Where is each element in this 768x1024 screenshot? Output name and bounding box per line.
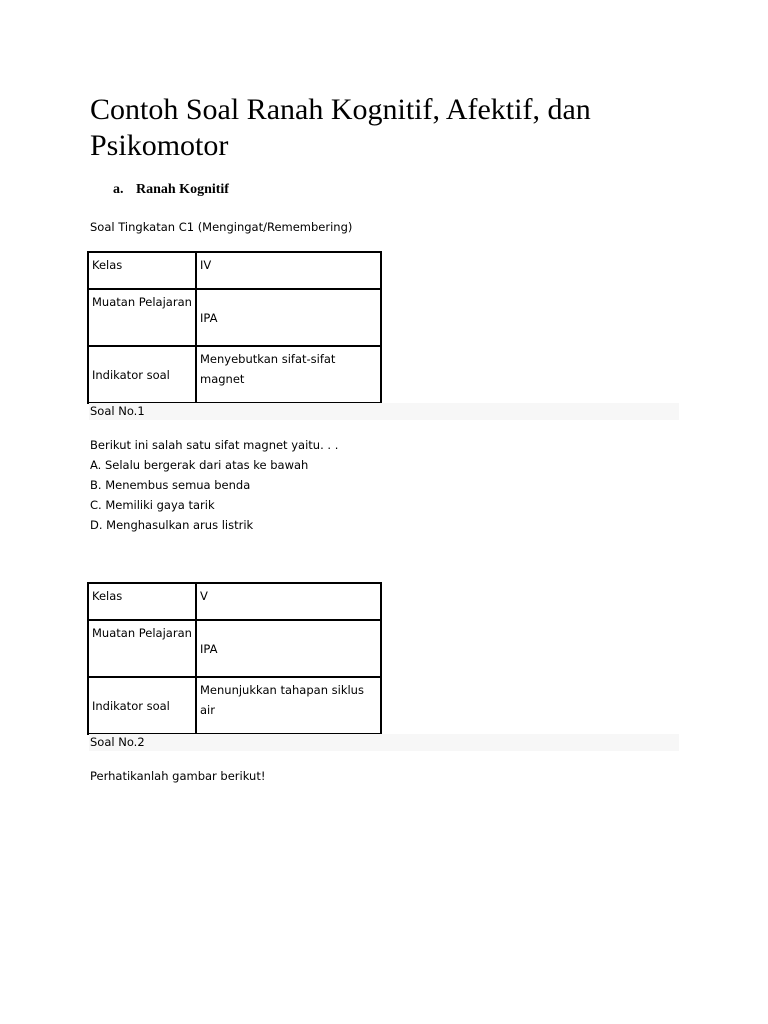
answer-option: D. Menghasulkan arus listrik (90, 518, 254, 532)
table-cell-label: Muatan Pelajaran (88, 289, 196, 346)
table-cell-label: Indikator soal (88, 677, 196, 734)
table-cell-value: IPA (196, 620, 381, 677)
table-cell-label: Muatan Pelajaran (88, 620, 196, 677)
table-row (88, 677, 381, 734)
table-cell-label: Kelas (88, 583, 196, 620)
section-marker: a. (113, 182, 124, 197)
question-text: Berikut ini salah satu sifat magnet yaitu. . . (90, 438, 339, 452)
answer-option: B. Menembus semua benda (90, 478, 251, 492)
table-cell-label: Indikator soal (88, 346, 196, 403)
table-cell-value: IPA (196, 289, 381, 346)
table-cell-value: Menyebutkan sifat-sifat magnet (196, 346, 381, 403)
section-label: Ranah Kognitif (136, 182, 229, 197)
section-heading (113, 181, 229, 199)
table-row (88, 252, 381, 289)
table-row (88, 289, 381, 346)
answer-option: C. Memiliki gaya tarik (90, 498, 215, 512)
level-heading: Soal Tingkatan C1 (Mengingat/Remembering) (90, 220, 353, 234)
question-number-bar: Soal No.1 (89, 403, 679, 420)
table-row (88, 346, 381, 403)
table-row (88, 620, 381, 677)
table-cell-value: IV (196, 252, 381, 289)
table-cell-value: V (196, 583, 381, 620)
table-cell-value: Menunjukkan tahapan siklus air (196, 677, 381, 734)
info-table (87, 251, 382, 404)
question-number-bar: Soal No.2 (89, 734, 679, 751)
table-cell-label: Kelas (88, 252, 196, 289)
question-text: Perhatikanlah gambar berikut! (90, 769, 266, 783)
question-body (90, 435, 338, 535)
answer-option: A. Selalu bergerak dari atas ke bawah (90, 458, 309, 472)
info-table (87, 582, 382, 735)
document-title: Contoh Soal Ranah Kognitif, Afektif, dan Psikomotor (90, 93, 591, 162)
question-body (90, 766, 265, 786)
table-row (88, 583, 381, 620)
